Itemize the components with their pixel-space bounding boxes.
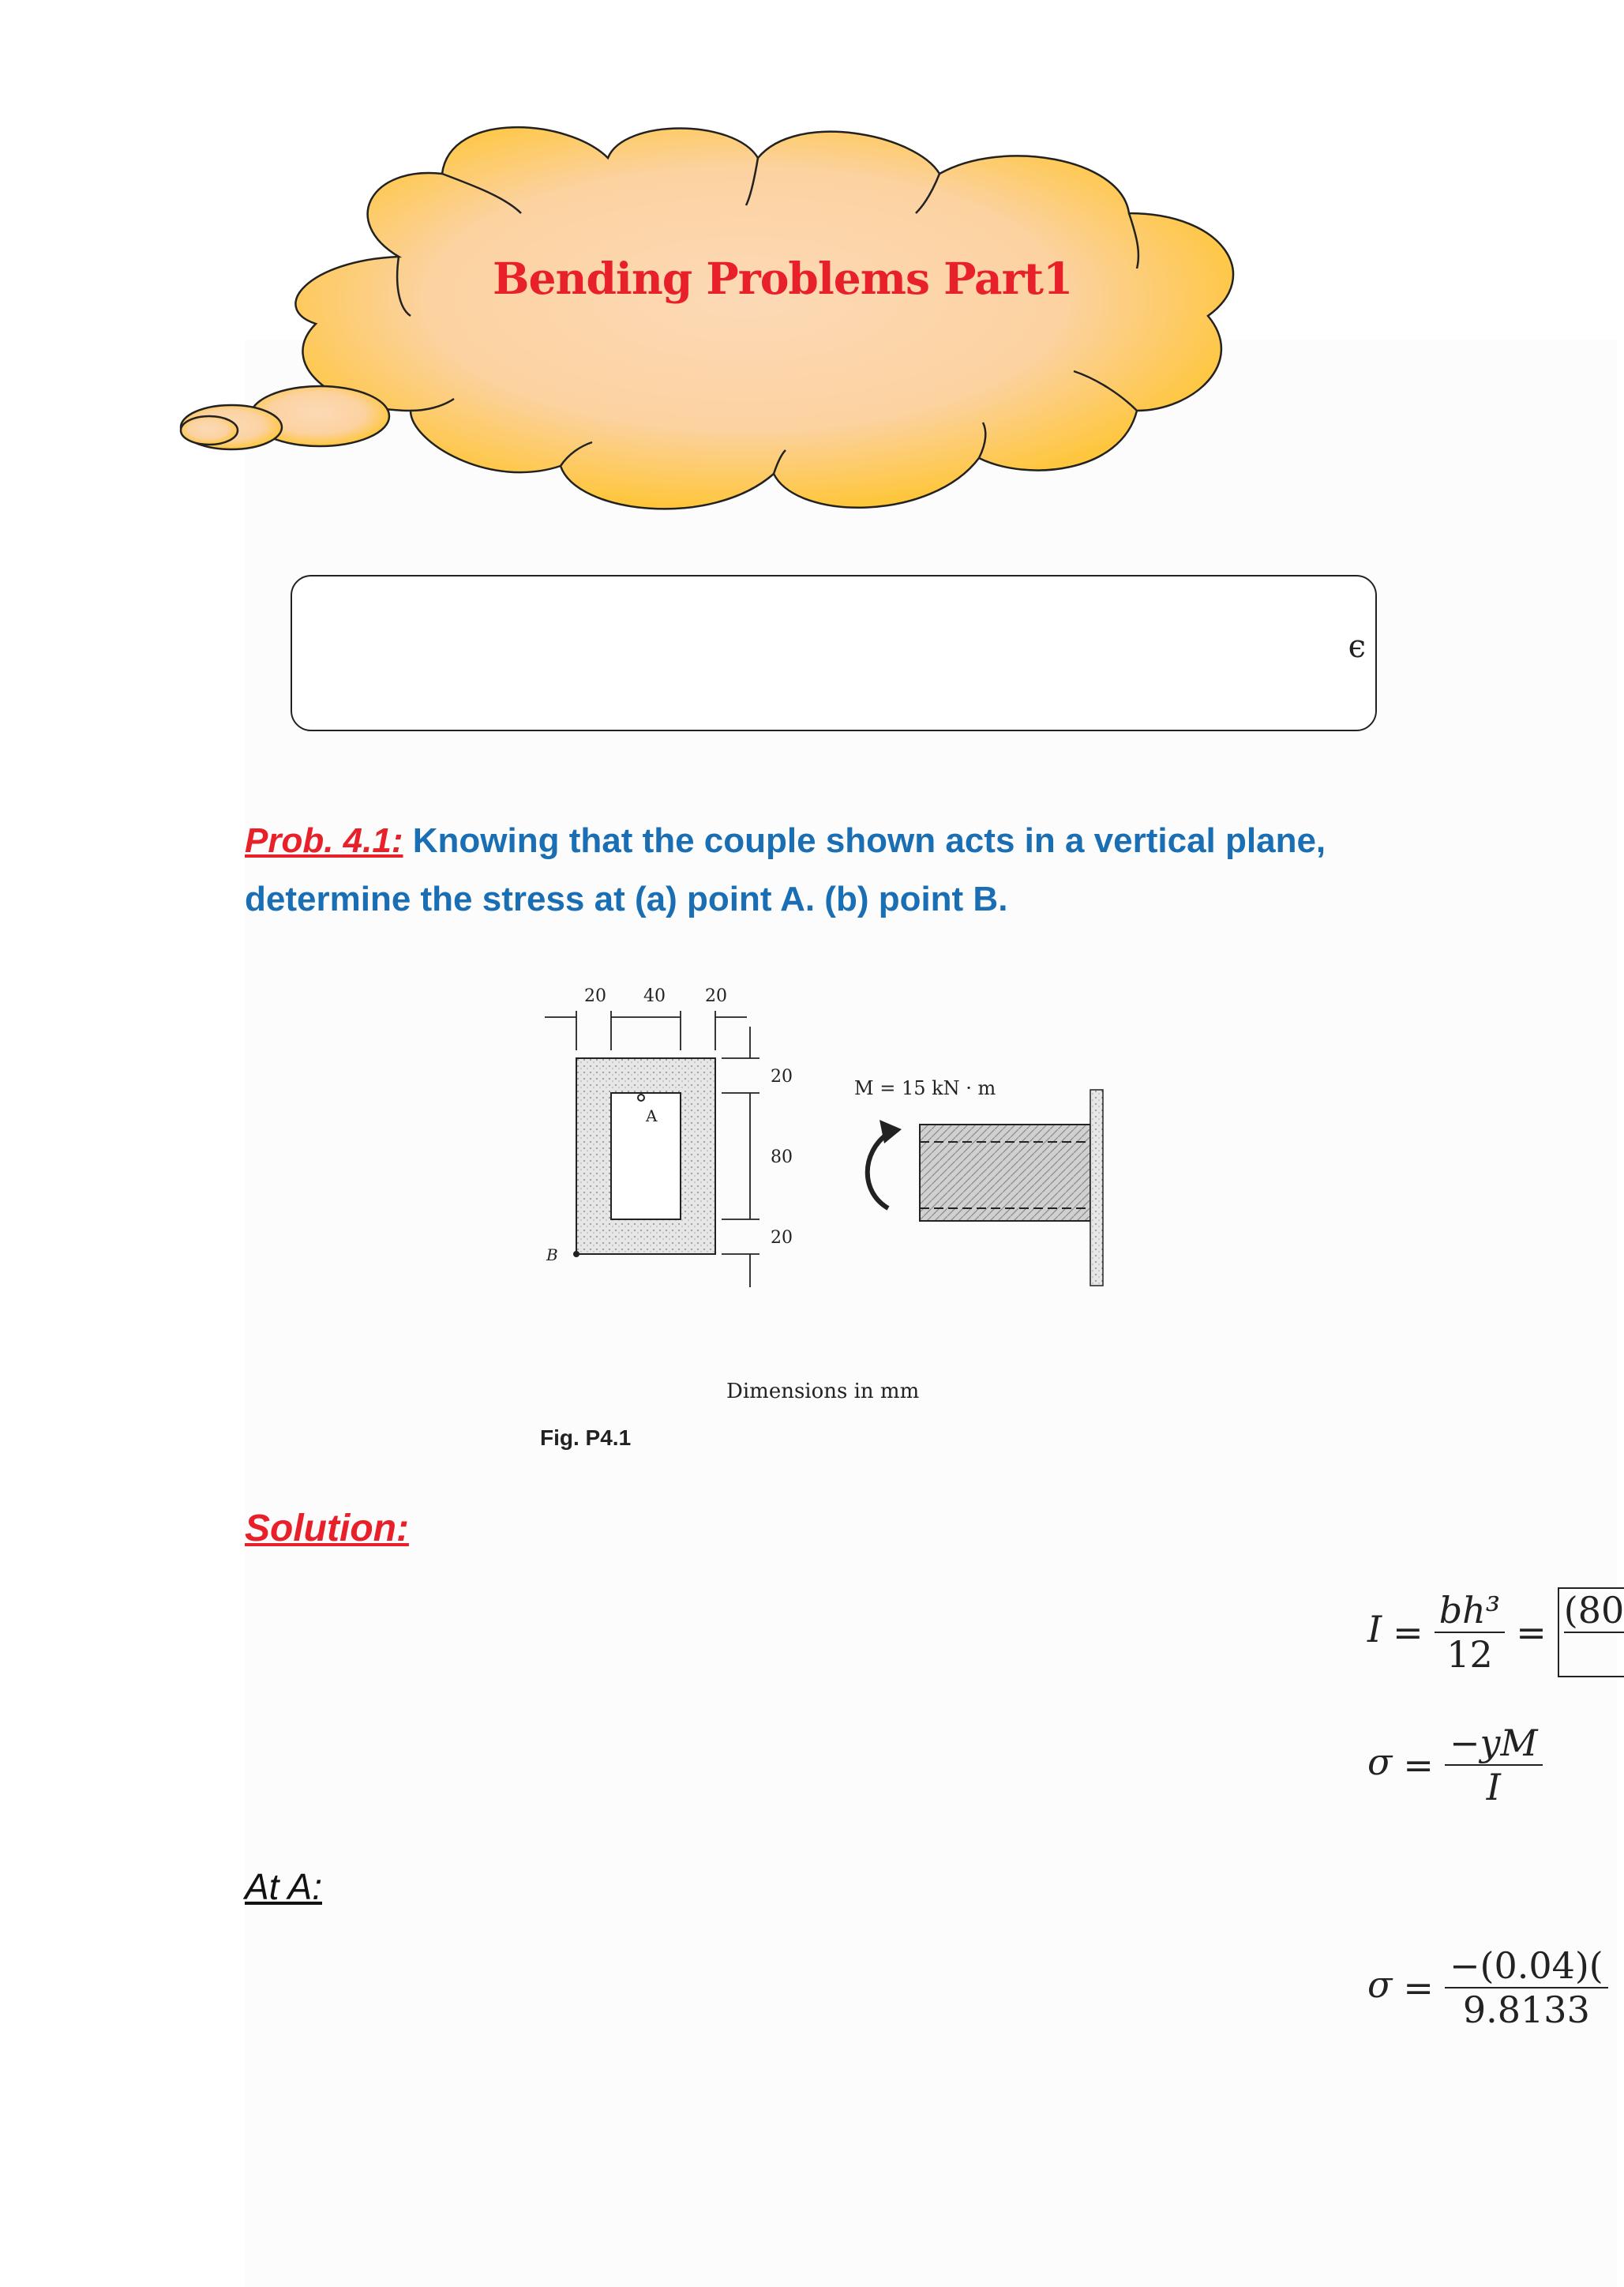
problem-text-line1: Knowing that the couple shown acts in a vertical plane, xyxy=(412,821,1326,860)
dim-top-3: 20 xyxy=(705,986,727,1006)
stress-formula: σ = $\frac{-yM}{I}$ xyxy=(1367,1722,1543,1808)
problem-label: Prob. 4.1: xyxy=(245,821,403,860)
summary-box xyxy=(291,575,1377,731)
inertia-lhs: I xyxy=(1367,1608,1382,1650)
figure-caption: Fig. P4.1 xyxy=(540,1425,632,1450)
dimensions-note: Dimensions in mm xyxy=(726,1380,920,1403)
stress-denominator: I xyxy=(1486,1766,1501,1808)
stress-a-numerator: −(0.04)( xyxy=(1445,1944,1608,1988)
dim-top-2: 40 xyxy=(643,986,666,1006)
point-b-label: B xyxy=(546,1245,558,1264)
dim-right-3: 20 xyxy=(771,1228,793,1248)
moment-label: M = 15 kN · m xyxy=(854,1077,996,1099)
point-a-marker xyxy=(638,1095,644,1101)
inertia-bracket xyxy=(1558,1587,1624,1677)
inertia-denominator: 12 xyxy=(1446,1633,1493,1676)
inertia-equation: I = $\frac{\text{bh³}}{12}$ =(80 xyxy=(1367,1589,1624,1676)
at-a-heading: At A: xyxy=(245,1866,322,1907)
inertia-numerator: bh³ xyxy=(1435,1589,1506,1633)
stress-numerator: −yM xyxy=(1445,1722,1543,1766)
wall-support xyxy=(1090,1090,1103,1286)
moment-arrow xyxy=(868,1133,888,1208)
problem-statement xyxy=(245,812,1587,929)
dim-top-1: 20 xyxy=(584,986,606,1006)
stress-lhs: σ xyxy=(1367,1741,1393,1783)
stress-a-denominator: 9.8133 xyxy=(1462,1988,1590,2031)
page-title: Bending Problems Part1 xyxy=(493,253,1073,304)
dim-right-2: 80 xyxy=(771,1147,793,1167)
figure-p4-1 xyxy=(513,963,1224,1469)
inertia-rhs-partial: (80 xyxy=(1563,1589,1624,1632)
beam-body xyxy=(920,1125,1090,1221)
solution-heading: Solution: xyxy=(245,1508,409,1549)
stress-a-lhs: σ xyxy=(1367,1963,1393,2006)
epsilon-symbol: ϵ xyxy=(1348,629,1366,665)
dim-right-1: 20 xyxy=(771,1067,793,1087)
point-a-label: A xyxy=(646,1106,658,1125)
problem-text-line2: determine the stress at (a) point A. (b) point B. xyxy=(245,880,1008,918)
point-b-marker xyxy=(573,1251,579,1257)
stress-at-a-equation: σ = $\frac{-(0.04)(}{9.8133}$ xyxy=(1367,1944,1608,2031)
